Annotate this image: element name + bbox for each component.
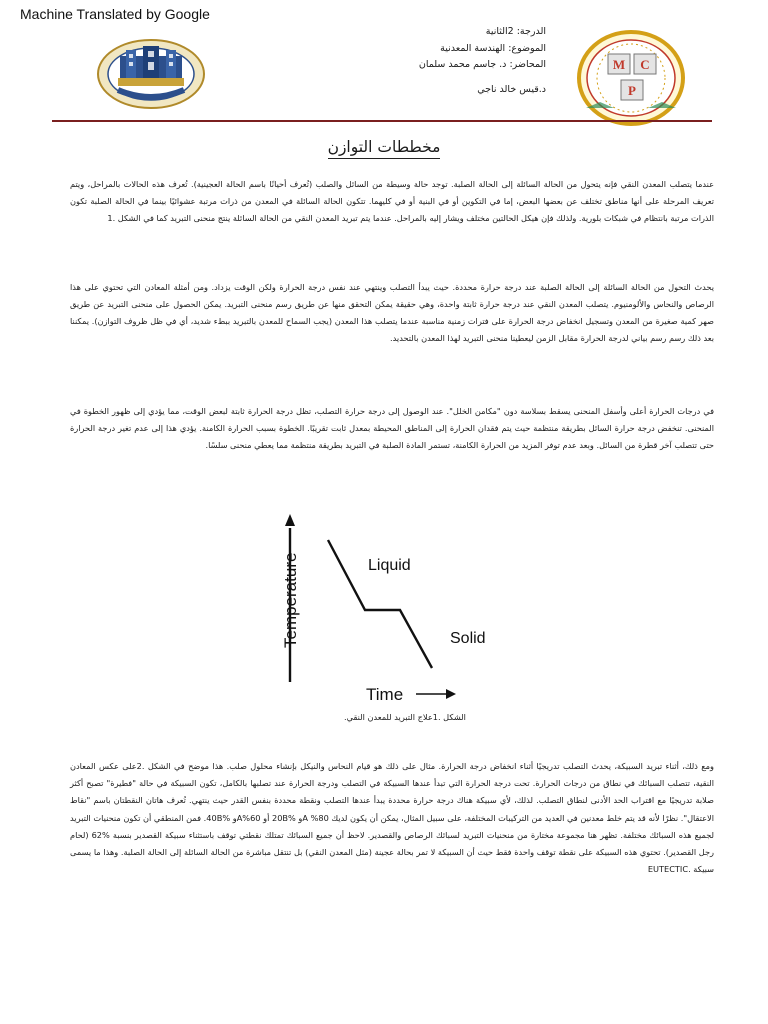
emblem-letter-c: C <box>640 57 650 72</box>
header-divider <box>52 120 712 122</box>
emblem-letter-m: M <box>612 57 626 72</box>
emblem-letter-p: P <box>628 83 636 98</box>
figure-caption: الشكل .1علاج التبريد للمعدن النقي. <box>344 712 466 722</box>
machine-translation-banner: Machine Translated by Google <box>20 6 210 22</box>
y-axis-label: Temperature <box>281 552 300 648</box>
college-emblem-logo <box>572 28 690 128</box>
lecturer-line: المحاضر: د. جاسم محمد سلمان <box>418 59 546 70</box>
document-meta <box>419 24 546 98</box>
x-axis-arrow-head <box>446 689 456 699</box>
page-title-text: مخططات التوازن <box>328 138 441 159</box>
grade-line: الدرجة: 2الثانية <box>485 26 546 37</box>
second-lecturer-line: د.قيس خالد ناجي <box>477 83 546 95</box>
x-axis-label: Time <box>366 685 404 704</box>
solid-label: Solid <box>450 630 486 647</box>
university-of-babylon-logo <box>96 38 206 110</box>
liquid-label: Liquid <box>368 557 411 574</box>
paragraph-2: يحدث التحول من الحالة السائلة إلى الحالة الصلبة عند درجة حرارة محددة. حيث يبدأ التصلب وينتهي عند نفس درجة الحرارة ولكن الوقت يزداد. ومن أمثلة المعادن التي تحتوي على هذا الرصاص والنحاس والألومنيوم. يتصلب المعدن النقي عند درجة حرارة ثابتة واحدة، وهي حقيقة يمكن التحقق منها عن طريق رسم منحنى التبريد. يمكن الحصول على منحنى التبريد عن طريق صهر كمية صغيرة من المعدن وتسجيل انخفاض درجة الحرارة على فترات زمنية مناسبة عندما يتصلب هذا المعدن (يجب السماح للمعدن بالتبريد ببطء شديد، أي في ظل ظروف التوازن). يمكننا بعد ذلك رسم رسم بياني لدرجة الحرارة مقابل الزمن ليعطينا منحنى التبريد لهذا المعدن بالتحديد. <box>70 282 714 343</box>
paragraph-1: عندما يتصلب المعدن النقي فإنه يتحول من الحالة السائلة إلى الحالة الصلبة. توجد حالة وسيطة من السائل والصلب (تُعرف أحيانًا باسم الحالة العجينية). تُعرف هذه الحالات بالمراحل، ويتم تعريف المرحلة على أنها مناطق تختلف عن بعضها البعض، إما في التكوين أو في البنية أو في كليهما. تتكون الحالة السائلة في المعدن من ذرات مرتبة عشوائيًا بينما في الحالة الصلبة تكون الذرات مرتبة بانتظام في شبكات بلورية. ولذلك فإن هيكل الحالتين مختلف ويشار إليه بالمراحل. عندما يتم تبريد المعدن النقي من الحالة السائلة ينتج منحنى التبريد كما في الشكل .1 <box>70 179 714 223</box>
paragraph-3: في درجات الحرارة أعلى وأسفل المنحنى يسقط بسلاسة دون "مكامن الخلل". عند الوصول إلى درجة حرارة التصلب، تظل درجة الحرارة ثابتة لبعض الوقت، مما يؤدي إلى ظهور الخطوة في المنحنى. تنخفض درجة حرارة السائل بطريقة منتظمة حيث يتم فقدان الحرارة إلى المناطق المحيطة بمعدل ثابت تقريبًا. الخطوة بسبب الحرارة الكامنة. يؤدي هذا إلى عدم تغير درجة الحرارة حتى تتصلب آخر قطرة من السائل. وبعد عدم توفر المزيد من الحرارة الكامنة، تستمر المادة الصلبة في التبريد بطريقة منتظمة مما يعطي منحنى سلسًا. <box>70 406 714 450</box>
subject-line: الموضوع: الهندسة المعدنية <box>440 42 546 54</box>
y-axis-arrow <box>285 514 295 526</box>
document-header <box>0 18 768 118</box>
paragraph-4: ومع ذلك، أثناء تبريد السبيكة، يحدث التصلب تدريجيًا أثناء انخفاض درجة الحرارة. مثال على ذلك هو قيام النحاس والنيكل بإنشاء محلول صلب. هذا موضح في الشكل .2على عكس المعادن النقية، تتصلب السبائك في نطاق من درجات الحرارة. تحت درجة الحرارة التي تبدأ عندها السبيكة في التصلب ودرجة الحرارة عند تصلبها بالكامل، تكون السبيكة في حالة "فطيرة" تصبح أكثر صلابة تدريجيًا مع اقتراب الحد الأدنى لنطاق التصلب. لذلك، لأي سبيكة هناك درجة حرارة محددة يبدأ عندها التصلب ونقطة محددة بنفس القدر حيث ينتهي. تُعرف هاتان النقطتان باسم "نقاط الاعتقال". نظرًا لأنه قد يتم خلط معدنين في العديد من التركيبات المختلفة، على سبيل المثال، يمكن أن يكون لديك A %80و %20B أو A%60و %40B. فمن المنطقي أن تكون منحنيات التبريد لجميع هذه السبائك مختلفة. تظهر هنا مجموعة مختارة من منحنيات التبريد لسبائك الرصاص والقصدير. لاحظ أن جميع السبائك تمتلك نقطتي توقف باستثناء سبيكة القصدير بنسبة %62 (لحام رجل القصدير). تحتوي هذه السبيكة على نقطة توقف واحدة فقط حيث أن السبيكة لا تمر بحالة عجينة (مثل المعدن النقي) بل تنتقل مباشرة من الحالة السائلة إلى الحالة الصلبة. وهذا ما يسمى سبيكة .EUTECTIC <box>70 761 714 875</box>
cooling-curve-figure <box>272 510 492 710</box>
page-title <box>0 138 768 159</box>
